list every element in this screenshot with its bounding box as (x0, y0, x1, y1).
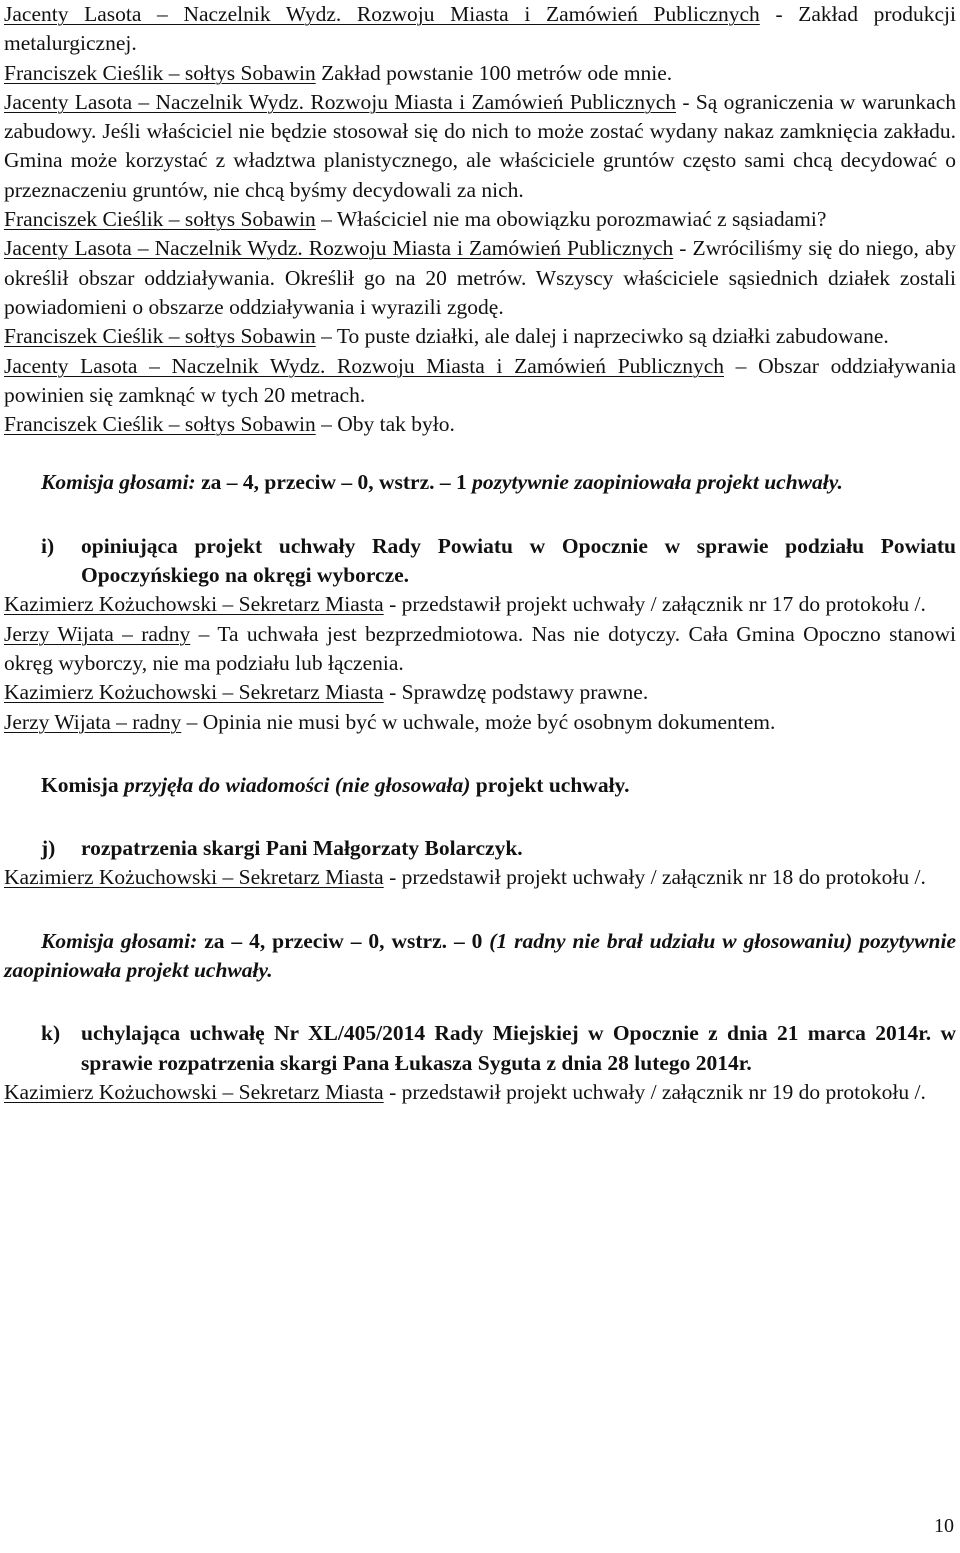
agenda-item-j (4, 834, 956, 863)
speech-lasota-1 (4, 0, 956, 59)
speech-text: – To puste działki, ale dalej i naprzeciwko są działki zabudowane. (315, 324, 889, 349)
speaker-name: Kazimierz Kożuchowski – Sekretarz Miasta (4, 592, 384, 617)
page-number: 10 (934, 1515, 954, 1537)
vote-outcome: (1 radny nie brał udziału w głosowaniu) pozytywnie zaopiniowała projekt uchwały. (4, 928, 956, 983)
speech-lasota-2 (4, 88, 956, 205)
document-page (4, 0, 956, 1107)
vote-label: Komisja głosami: (41, 470, 202, 495)
vote-object: projekt uchwały. (475, 772, 630, 797)
speech-cieslik-4 (4, 410, 956, 439)
speech-text: - Sprawdzę podstawy prawne. (383, 680, 649, 705)
speaker-name: Jacenty Lasota – Naczelnik Wydz. Rozwoju Miasta i Zamówień Publicznych (4, 2, 760, 26)
speech-text: - przedstawił projekt uchwały / załącznik nr 18 do protokołu /. (383, 865, 926, 890)
speech-kozuchowski-3 (4, 863, 956, 892)
item-title: uchylająca uchwałę Nr XL/405/2014 Rady Miejskiej w Opocznie z dnia 21 marca 2014r. w sprawie rozpatrzenia skargi Pana Łukasza Syguta z dnia 28 lutego 2014r. (81, 1021, 956, 1075)
item-label: k) (41, 1021, 61, 1046)
item-title: opiniująca projekt uchwały Rady Powiatu w Opocznie w sprawie podziału Powiatu Opoczyńskiego na okręgi wyborcze. (81, 533, 956, 588)
vote-counts: za – 4, przeciw – 0, wstrz. – 1 (201, 470, 467, 495)
vote-outcome: pozytywnie zaopiniowała projekt uchwały. (466, 470, 843, 495)
speech-wijata-1 (4, 620, 956, 679)
dialogue-block-k (4, 1078, 956, 1107)
speaker-name: Kazimierz Kożuchowski – Sekretarz Miasta (4, 680, 384, 705)
speech-lasota-4 (4, 352, 956, 411)
dialogue-block-i (4, 590, 956, 736)
vote-outcome: przyjęła do wiadomości (nie głosowała) (124, 772, 476, 797)
speaker-name: Franciszek Cieślik – sołtys Sobawin (4, 60, 316, 85)
speech-text: - przedstawił projekt uchwały / załącznik nr 17 do protokołu /. (383, 592, 926, 617)
dialogue-block-j (4, 863, 956, 892)
speech-wijata-2 (4, 708, 956, 737)
vote-result-j (4, 927, 956, 986)
speaker-name: Jerzy Wijata – radny (4, 709, 182, 734)
speaker-name: Kazimierz Kożuchowski – Sekretarz Miasta (4, 865, 384, 890)
speech-cieslik-3 (4, 322, 956, 351)
agenda-item-i (4, 532, 956, 591)
speech-text: – Opinia nie musi być w uchwale, może być osobnym dokumentem. (181, 709, 776, 734)
speech-cieslik-2 (4, 205, 956, 234)
speech-kozuchowski-2 (4, 678, 956, 707)
speech-text: – Ta uchwała jest bezprzedmiotowa. Nas nie dotyczy. Cała Gmina Opoczno stanowi okręg wyborczy, nie ma podziału lub łączenia. (4, 621, 956, 675)
speaker-name: Franciszek Cieślik – sołtys Sobawin (4, 207, 316, 232)
vote-result-i (4, 771, 956, 800)
speech-text: Zakład powstanie 100 metrów ode mnie. (315, 60, 673, 85)
speech-kozuchowski-1 (4, 590, 956, 619)
speech-cieslik-1 (4, 59, 956, 88)
speaker-name: Franciszek Cieślik – sołtys Sobawin (4, 324, 316, 349)
vote-label: Komisja (41, 772, 125, 797)
agenda-item-k (4, 1019, 956, 1078)
speaker-name: Jacenty Lasota – Naczelnik Wydz. Rozwoju Miasta i Zamówień Publicznych (4, 89, 677, 114)
speech-text: – Obszar oddziaływania powinien się zamknąć w tych 20 metrach. (4, 353, 956, 407)
speaker-name: Jerzy Wijata – radny (4, 621, 191, 646)
speaker-name: Kazimierz Kożuchowski – Sekretarz Miasta (4, 1079, 384, 1104)
vote-label: Komisja głosami: (41, 928, 205, 953)
dialogue-block-h (4, 0, 956, 439)
speech-text: - Są ograniczenia w warunkach zabudowy. Jeśli właściciel nie będzie stosował się do nich to może zostać wydany nakaz zamknięcia zakładu. Gmina może korzystać z władztwa planistycznego, ale właściciele gruntów często sami chcą decydować o przeznaczeniu gruntów, nie chcą byśmy decydowali za nich. (4, 89, 956, 202)
speaker-name: Franciszek Cieślik – sołtys Sobawin (4, 412, 316, 437)
speech-text: - Zakład produkcji metalurgicznej. (4, 2, 956, 56)
speech-text: - Zwróciliśmy się do niego, aby określił obszar oddziaływania. Określił go na 20 metrów. Wszyscy właściciele sąsiednich działek zostali powiadomieni o obszarze oddziaływania i wyrazili zgodę. (4, 236, 956, 319)
speech-lasota-3 (4, 234, 956, 322)
speech-text: – Właściciel nie ma obowiązku porozmawiać z sąsiadami? (315, 207, 827, 232)
vote-result-h (4, 468, 956, 497)
speech-text: – Oby tak było. (315, 412, 455, 437)
speaker-name: Jacenty Lasota – Naczelnik Wydz. Rozwoju Miasta i Zamówień Publicznych (4, 353, 724, 378)
vote-counts: za – 4, przeciw – 0, wstrz. – 0 (204, 928, 483, 953)
item-label: i) (41, 533, 55, 558)
item-label: j) (41, 836, 56, 861)
speech-kozuchowski-4 (4, 1078, 956, 1107)
item-title: rozpatrzenia skargi Pani Małgorzaty Bolarczyk. (81, 836, 523, 861)
speech-text: - przedstawił projekt uchwały / załącznik nr 19 do protokołu /. (383, 1079, 926, 1104)
speaker-name: Jacenty Lasota – Naczelnik Wydz. Rozwoju Miasta i Zamówień Publicznych (4, 236, 674, 261)
